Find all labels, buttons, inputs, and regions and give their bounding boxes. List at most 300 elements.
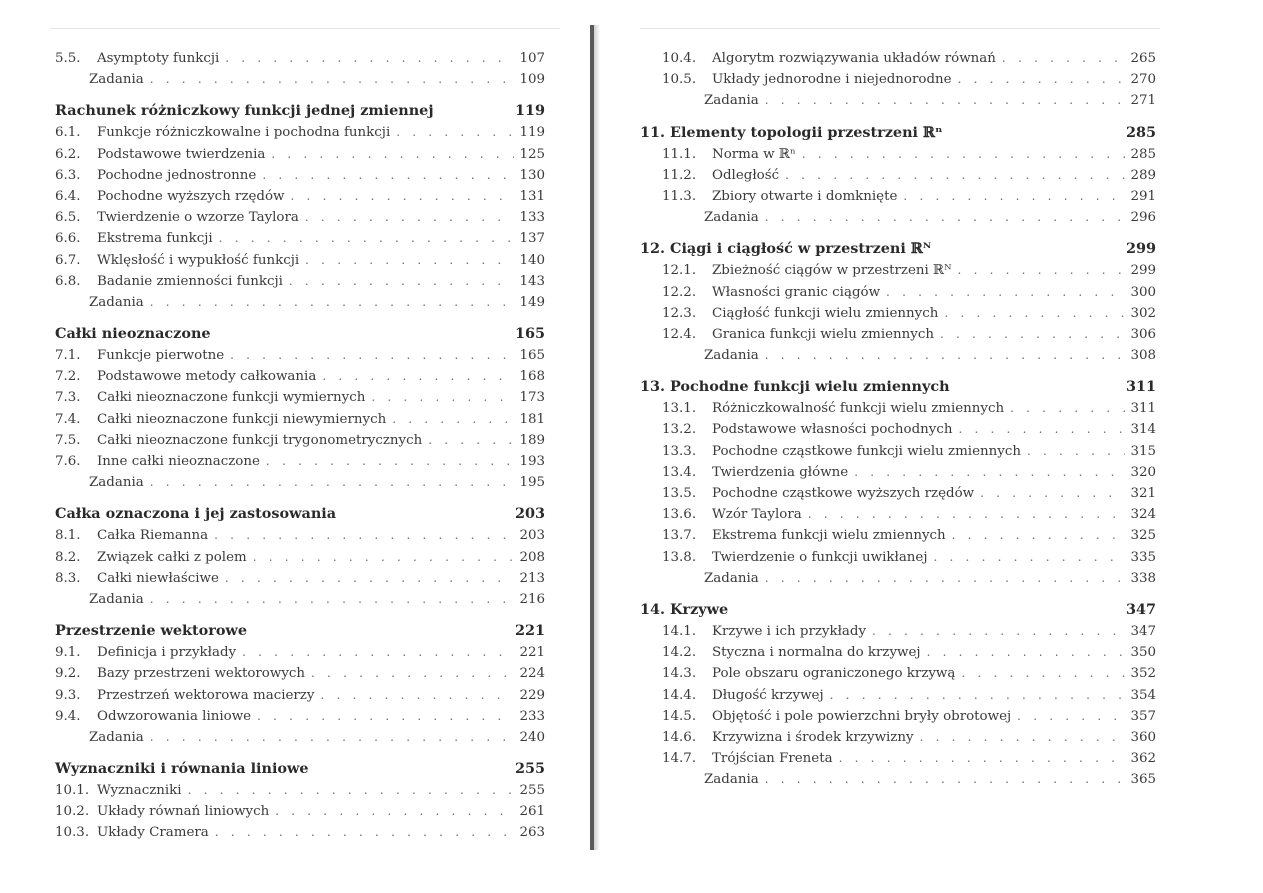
section-entry[interactable] (55, 186, 545, 207)
dot-leader (271, 144, 514, 165)
section-title: Odległość (712, 167, 780, 183)
section-entry[interactable] (640, 642, 1156, 663)
section-title: Objętość i pole powierzchni bryły obrotowej (712, 708, 1012, 724)
section-number: 10.4. (662, 51, 697, 66)
section-entry[interactable] (55, 780, 545, 801)
dot-leader (275, 801, 514, 822)
section-entry[interactable] (640, 303, 1156, 324)
section-number: 14.1. (662, 623, 697, 639)
section-page-number: 315 (1130, 443, 1156, 459)
section-page-number: 143 (519, 273, 545, 289)
section-title: Zadania (704, 348, 759, 364)
section-page-number: 173 (519, 390, 545, 406)
section-page-number: 229 (519, 687, 545, 703)
section-title: Wzór Taylora (712, 507, 802, 523)
section-title: Norma w ℝⁿ (712, 146, 796, 162)
exercises-entry[interactable] (640, 568, 1156, 589)
dot-leader (215, 822, 515, 843)
dot-leader (980, 483, 1125, 504)
section-title: Ekstrema funkcji (97, 231, 213, 247)
dot-leader (396, 122, 514, 143)
section-page-number: 296 (1130, 210, 1156, 226)
dot-leader (765, 345, 1126, 366)
section-entry[interactable] (640, 525, 1156, 546)
section-entry[interactable] (55, 250, 545, 271)
section-title: Bazy przestrzeni wektorowych (97, 666, 306, 682)
section-number: 12.4. (662, 326, 697, 342)
chapter-page-number: 299 (1125, 240, 1156, 258)
section-entry[interactable] (640, 69, 1156, 90)
section-title: Układy jednorodne i niejednorodne (712, 72, 952, 88)
section-page-number: 189 (519, 432, 545, 448)
exercises-entry[interactable] (55, 472, 545, 493)
section-number: 12.2. (662, 284, 697, 300)
section-number: 11.1. (662, 146, 697, 162)
section-number: 14.5. (662, 708, 697, 724)
section-number: 8.1. (55, 528, 81, 544)
section-entry[interactable] (55, 706, 545, 727)
section-number: 6.2. (55, 146, 81, 162)
section-title: Wklęsłość i wypukłość funkcji (97, 252, 300, 268)
section-page-number: 271 (1130, 93, 1156, 109)
section-page-number: 119 (519, 125, 545, 141)
section-title: Całki nieoznaczone funkcji wymiernych (97, 390, 366, 406)
section-page-number: 224 (519, 666, 545, 682)
chapter-title: Elementy topologii przestrzeni ℝⁿ (670, 123, 943, 141)
section-title: Zbiory otwarte i domknięte (712, 188, 898, 204)
dot-leader (371, 387, 514, 408)
section-page-number: 131 (519, 188, 545, 204)
dot-leader (320, 685, 514, 706)
section-entry[interactable] (55, 387, 545, 408)
section-entry[interactable] (55, 801, 545, 822)
section-entry[interactable] (55, 430, 545, 451)
exercises-entry[interactable] (55, 589, 545, 610)
section-number: 5.5. (55, 51, 81, 66)
section-title: Zbieżność ciągów w przestrzeni ℝᴺ (712, 263, 952, 279)
dot-leader (230, 345, 514, 366)
left-page (0, 0, 592, 893)
section-number: 13.5. (662, 486, 697, 501)
section-entry[interactable] (55, 271, 545, 292)
chapter-number: 11. (640, 123, 666, 141)
page-top-rule (50, 28, 560, 29)
section-page-number: 347 (1130, 623, 1156, 639)
chapter-block (55, 322, 545, 493)
exercises-entry[interactable] (55, 292, 545, 313)
section-entry[interactable] (55, 48, 545, 69)
chapter-block (55, 99, 545, 313)
chapter-block (640, 48, 1156, 112)
section-page-number: 165 (519, 348, 545, 364)
dot-leader (961, 663, 1125, 684)
chapter-heading[interactable] (55, 757, 545, 780)
chapter-page-number: 203 (514, 505, 545, 523)
section-page-number: 299 (1130, 263, 1156, 279)
section-title: Odwzorowania liniowe (97, 708, 252, 724)
exercises-entry[interactable] (55, 69, 545, 90)
section-title: Zadania (89, 591, 144, 607)
chapter-number: 14. (640, 600, 666, 618)
section-page-number: 240 (519, 729, 545, 745)
section-page-number: 270 (1130, 72, 1156, 88)
chapter-title: Wyznaczniki i równania liniowe (55, 760, 309, 778)
section-entry[interactable] (640, 398, 1156, 419)
section-page-number: 365 (1130, 772, 1156, 788)
chapter-page-number: 311 (1125, 378, 1156, 396)
section-title: Podstawowe własności pochodnych (712, 422, 953, 438)
section-title: Całki nieoznaczone funkcji niewymiernych (97, 411, 387, 427)
exercises-entry[interactable] (640, 769, 1156, 790)
section-entry[interactable] (55, 451, 545, 472)
dot-leader (150, 292, 515, 313)
dot-leader (1002, 48, 1126, 69)
dot-leader (785, 165, 1125, 186)
section-page-number: 149 (519, 294, 545, 310)
dot-leader (1017, 706, 1125, 727)
section-number: 13.1. (662, 401, 697, 417)
section-number: 14.6. (662, 729, 697, 745)
section-number: 10.1. (55, 783, 90, 799)
section-title: Całka Riemanna (97, 528, 209, 544)
section-title: Ciągłość funkcji wielu zmiennych (712, 305, 939, 321)
section-page-number: 357 (1130, 708, 1156, 724)
section-title: Własności granic ciągów (712, 284, 881, 300)
section-page-number: 125 (519, 146, 545, 162)
dot-leader (150, 589, 515, 610)
chapter-page-number: 119 (514, 102, 545, 120)
section-page-number: 354 (1130, 687, 1156, 703)
dot-leader (839, 748, 1126, 769)
dot-leader (765, 769, 1126, 790)
section-entry[interactable] (640, 547, 1156, 568)
dot-leader (927, 642, 1126, 663)
section-title: Przestrzeń wektorowa macierzy (97, 687, 315, 703)
dot-leader (958, 260, 1126, 281)
section-title: Zadania (704, 93, 759, 109)
section-page-number: 195 (519, 475, 545, 491)
section-page-number: 133 (519, 210, 545, 226)
section-number: 13.7. (662, 528, 697, 544)
section-title: Podstawowe twierdzenia (97, 146, 266, 162)
section-title: Związek całki z polem (97, 549, 247, 565)
section-title: Całki niewłaściwe (97, 570, 219, 586)
section-page-number: 324 (1130, 507, 1156, 523)
section-title: Zadania (89, 729, 144, 745)
section-title: Różniczkowalność funkcji wielu zmiennych (712, 401, 1005, 417)
chapter-heading[interactable] (55, 322, 545, 345)
section-entry[interactable] (55, 228, 545, 249)
section-entry[interactable] (640, 282, 1156, 303)
section-page-number: 109 (519, 72, 545, 88)
dot-leader (322, 366, 514, 387)
section-title: Całki nieoznaczone funkcji trygonometrycznych (97, 432, 423, 448)
section-number: 11.3. (662, 188, 697, 204)
section-title: Algorytm rozwiązywania układów równań (712, 51, 996, 66)
chapter-page-number: 255 (514, 760, 545, 778)
dot-leader (944, 303, 1125, 324)
section-entry[interactable] (640, 621, 1156, 642)
chapter-page-number: 285 (1125, 123, 1156, 141)
section-page-number: 300 (1130, 284, 1156, 300)
section-page-number: 221 (519, 645, 545, 661)
section-number: 9.2. (55, 666, 81, 682)
section-page-number: 308 (1130, 348, 1156, 364)
section-page-number: 320 (1130, 464, 1156, 480)
page-top-rule (640, 28, 1160, 29)
section-title: Wyznaczniki (97, 783, 182, 799)
section-page-number: 350 (1130, 645, 1156, 661)
section-page-number: 168 (519, 369, 545, 385)
section-entry[interactable] (640, 462, 1156, 483)
section-entry[interactable] (55, 568, 545, 589)
section-entry[interactable] (55, 144, 545, 165)
dot-leader (262, 165, 514, 186)
section-entry[interactable] (640, 165, 1156, 186)
chapter-block (640, 237, 1156, 366)
section-page-number: 130 (519, 167, 545, 183)
section-page-number: 360 (1130, 729, 1156, 745)
section-entry[interactable] (640, 706, 1156, 727)
dot-leader (952, 525, 1126, 546)
section-entry[interactable] (640, 48, 1156, 69)
section-page-number: 362 (1130, 751, 1156, 767)
chapter-number: 12. (640, 240, 666, 258)
dot-leader (305, 250, 514, 271)
chapter-title: Przestrzenie wektorowe (55, 622, 247, 640)
section-title: Krzywizna i środek krzywizny (712, 729, 914, 745)
section-title: Zadania (704, 772, 759, 788)
section-entry[interactable] (640, 441, 1156, 462)
section-entry[interactable] (640, 186, 1156, 207)
chapter-block (640, 375, 1156, 589)
section-page-number: 137 (519, 231, 545, 247)
section-title: Zadania (704, 570, 759, 586)
section-number: 12.3. (662, 305, 697, 321)
dot-leader (1010, 398, 1125, 419)
dot-leader (225, 568, 515, 589)
dot-leader (214, 525, 514, 546)
chapter-block (55, 502, 545, 610)
section-page-number: 314 (1130, 422, 1156, 438)
table-of-contents-left (55, 48, 545, 853)
section-title: Granica funkcji wielu zmiennych (712, 326, 934, 342)
section-entry[interactable] (640, 727, 1156, 748)
chapter-heading[interactable] (640, 375, 1156, 398)
section-number: 6.3. (55, 167, 81, 183)
section-entry[interactable] (55, 165, 545, 186)
chapter-heading[interactable] (55, 619, 545, 642)
section-page-number: 213 (519, 570, 545, 586)
chapter-title: Całki nieoznaczone (55, 325, 211, 343)
section-number: 14.2. (662, 645, 697, 661)
section-title: Pochodne wyższych rzędów (97, 188, 285, 204)
section-title: Zadania (89, 72, 144, 88)
section-number: 14.3. (662, 666, 697, 682)
section-number: 11.2. (662, 167, 697, 183)
chapter-heading[interactable] (640, 121, 1156, 144)
section-page-number: 255 (519, 783, 545, 799)
section-page-number: 306 (1130, 326, 1156, 342)
section-entry[interactable] (55, 409, 545, 430)
dot-leader (225, 48, 514, 69)
dot-leader (830, 685, 1126, 706)
section-title: Inne całki nieoznaczone (97, 454, 260, 469)
dot-leader (428, 430, 514, 451)
section-entry[interactable] (55, 345, 545, 366)
section-number: 9.4. (55, 708, 81, 724)
chapter-heading[interactable] (640, 237, 1156, 260)
exercises-entry[interactable] (640, 345, 1156, 366)
chapter-page-number: 347 (1125, 600, 1156, 618)
dot-leader (150, 472, 515, 493)
chapter-block (55, 757, 545, 844)
section-number: 9.3. (55, 687, 81, 703)
section-entry[interactable] (640, 663, 1156, 684)
dot-leader (150, 727, 515, 748)
chapter-title: Całka oznaczona i jej zastosowania (55, 505, 337, 523)
chapter-title: Pochodne funkcji wielu zmiennych (670, 378, 950, 396)
dot-leader (291, 186, 515, 207)
dot-leader (253, 547, 515, 568)
chapter-block (640, 598, 1156, 791)
section-number: 6.4. (55, 188, 81, 204)
section-number: 13.4. (662, 464, 697, 480)
section-title: Zadania (89, 294, 144, 310)
section-title: Podstawowe metody całkowania (97, 369, 317, 385)
exercises-entry[interactable] (640, 90, 1156, 111)
section-entry[interactable] (640, 748, 1156, 769)
dot-leader (257, 706, 514, 727)
section-entry[interactable] (55, 122, 545, 143)
section-number: 13.6. (662, 507, 697, 523)
section-number: 10.5. (662, 72, 697, 88)
section-title: Twierdzenie o wzorze Taylora (97, 210, 299, 226)
chapter-block (55, 48, 545, 90)
section-page-number: 181 (519, 411, 545, 427)
right-page (600, 0, 1263, 893)
section-page-number: 233 (519, 708, 545, 724)
section-page-number: 107 (519, 51, 545, 66)
dot-leader (903, 186, 1125, 207)
section-page-number: 208 (519, 549, 545, 565)
section-title: Krzywe i ich przykłady (712, 623, 867, 639)
section-number: 14.7. (662, 751, 697, 767)
section-title: Definicja i przykłady (97, 645, 237, 661)
section-entry[interactable] (640, 419, 1156, 440)
section-entry[interactable] (55, 525, 545, 546)
dot-leader (219, 228, 515, 249)
section-title: Pochodne jednostronne (97, 167, 257, 183)
chapter-page-number: 165 (514, 325, 545, 343)
section-entry[interactable] (55, 547, 545, 568)
dot-leader (808, 504, 1126, 525)
section-page-number: 289 (1130, 167, 1156, 183)
section-entry[interactable] (55, 366, 545, 387)
section-entry[interactable] (640, 324, 1156, 345)
section-number: 6.7. (55, 252, 81, 268)
dot-leader (765, 568, 1126, 589)
section-page-number: 193 (519, 454, 545, 469)
dot-leader (765, 207, 1126, 228)
chapter-number: 13. (640, 378, 666, 396)
dot-leader (311, 663, 514, 684)
section-entry[interactable] (640, 483, 1156, 504)
section-entry[interactable] (640, 504, 1156, 525)
chapter-title: Ciągi i ciągłość w przestrzeni ℝᴺ (670, 240, 932, 258)
section-number: 10.2. (55, 804, 90, 820)
section-title: Układy Cramera (97, 825, 209, 841)
dot-leader (392, 409, 514, 430)
section-number: 8.2. (55, 549, 81, 565)
chapter-heading[interactable] (640, 598, 1156, 621)
section-title: Twierdzenia główne (712, 464, 849, 480)
section-number: 7.2. (55, 369, 81, 385)
section-page-number: 291 (1130, 188, 1156, 204)
section-page-number: 263 (519, 825, 545, 841)
section-title: Badanie zmienności funkcji (97, 273, 283, 289)
dot-leader (854, 462, 1125, 483)
section-number: 7.3. (55, 390, 81, 406)
chapter-heading[interactable] (55, 99, 545, 122)
section-number: 6.8. (55, 273, 81, 289)
section-title: Styczna i normalna do krzywej (712, 645, 921, 661)
section-title: Długość krzywej (712, 687, 824, 703)
dot-leader (958, 419, 1125, 440)
section-entry[interactable] (55, 663, 545, 684)
section-page-number: 216 (519, 591, 545, 607)
dot-leader (1027, 441, 1125, 462)
section-number: 13.2. (662, 422, 697, 438)
section-number: 9.1. (55, 645, 81, 661)
section-page-number: 140 (519, 252, 545, 268)
chapter-heading[interactable] (55, 502, 545, 525)
section-entry[interactable] (640, 685, 1156, 706)
section-page-number: 261 (519, 804, 545, 820)
section-title: Zadania (704, 210, 759, 226)
section-title: Układy równań liniowych (97, 804, 270, 820)
section-title: Trójścian Freneta (712, 751, 833, 767)
dot-leader (934, 547, 1126, 568)
section-page-number: 285 (1130, 146, 1156, 162)
exercises-entry[interactable] (55, 727, 545, 748)
section-page-number: 311 (1130, 401, 1156, 417)
dot-leader (886, 282, 1125, 303)
section-entry[interactable] (640, 144, 1156, 165)
section-entry[interactable] (55, 685, 545, 706)
section-page-number: 321 (1130, 486, 1156, 501)
dot-leader (188, 780, 515, 801)
section-number: 8.3. (55, 570, 81, 586)
dot-leader (765, 90, 1126, 111)
section-number: 14.4. (662, 687, 697, 703)
dot-leader (940, 324, 1125, 345)
dot-leader (242, 642, 514, 663)
section-entry[interactable] (55, 642, 545, 663)
section-entry[interactable] (55, 207, 545, 228)
exercises-entry[interactable] (640, 207, 1156, 228)
dot-leader (920, 727, 1126, 748)
dot-leader (958, 69, 1126, 90)
section-entry[interactable] (640, 260, 1156, 281)
chapter-page-number: 221 (514, 622, 545, 640)
section-page-number: 338 (1130, 570, 1156, 586)
section-number: 7.6. (55, 454, 81, 469)
section-page-number: 352 (1130, 666, 1156, 682)
section-entry[interactable] (55, 822, 545, 843)
dot-leader (150, 69, 515, 90)
chapter-title: Krzywe (670, 600, 729, 618)
